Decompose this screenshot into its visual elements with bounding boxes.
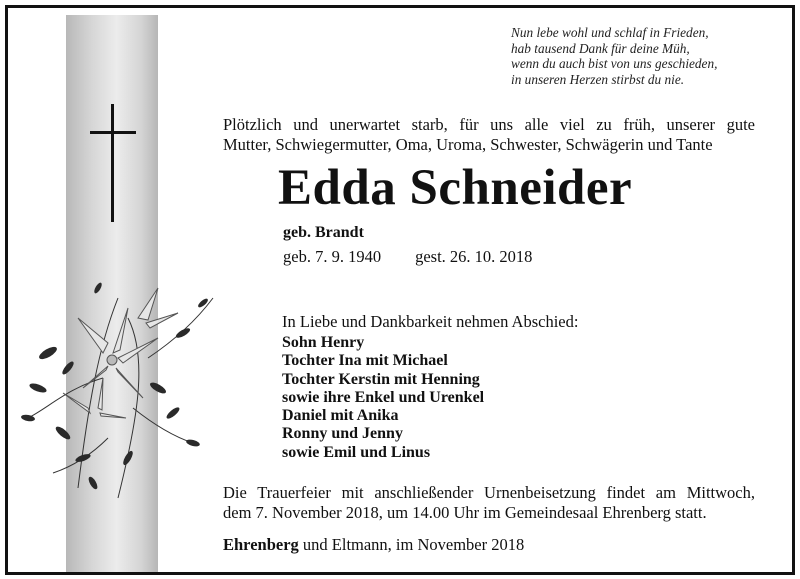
- deceased-name: Edda Schneider: [278, 160, 633, 216]
- mourner: Sohn Henry: [282, 334, 365, 351]
- maiden-name: geb. Brandt: [283, 224, 364, 241]
- lily-bouquet-icon: [8, 258, 238, 508]
- poem-line: Nun lebe wohl und schlaf in Frieden,: [511, 25, 709, 40]
- poem-line: in unseren Herzen stirbst du nie.: [511, 71, 685, 87]
- poem-line: wenn du auch bist von uns geschieden,: [511, 56, 718, 72]
- mourner: Tochter Kerstin mit Henning: [282, 370, 480, 388]
- mourner: Daniel mit Anika: [282, 407, 399, 425]
- mourner: sowie ihre Enkel und Urenkel: [282, 388, 485, 406]
- mourner: Ronny und Jenny: [282, 425, 403, 443]
- place-rest: und Eltmann, im November 2018: [298, 535, 525, 554]
- mourner: sowie Emil und Linus: [282, 443, 431, 461]
- obituary-frame: [5, 5, 795, 575]
- life-dates: [283, 247, 532, 267]
- place-and-date: [223, 535, 524, 555]
- birth-date: geb. 7. 9. 1940: [283, 247, 382, 266]
- intro-text: [223, 115, 755, 155]
- cross-icon: [90, 104, 136, 222]
- mourner: Tochter Ina mit Michael: [282, 352, 448, 370]
- funeral-line: Die Trauerfeier mit anschließender Urnenbeisetzung findet am Mittwoch,: [223, 483, 755, 502]
- farewell-text: In Liebe und Dankbarkeit nehmen Abschied:: [282, 312, 579, 331]
- funeral-info: [223, 483, 755, 522]
- intro-line: Plötzlich und unerwartet starb, für uns alle viel zu früh, unserer gute: [223, 115, 755, 134]
- intro-line: Mutter, Schwiegermutter, Oma, Uroma, Schwester, Schwägerin und Tante: [223, 135, 713, 154]
- mourners-list: [282, 334, 484, 462]
- death-date: gest. 26. 10. 2018: [415, 247, 533, 266]
- funeral-line: dem 7. November 2018, um 14.00 Uhr im Gemeindesaal Ehrenberg statt.: [223, 502, 707, 522]
- poem-line: hab tausend Dank für deine Müh,: [511, 40, 690, 56]
- place-name: Ehrenberg: [223, 535, 299, 554]
- poem: [511, 25, 717, 87]
